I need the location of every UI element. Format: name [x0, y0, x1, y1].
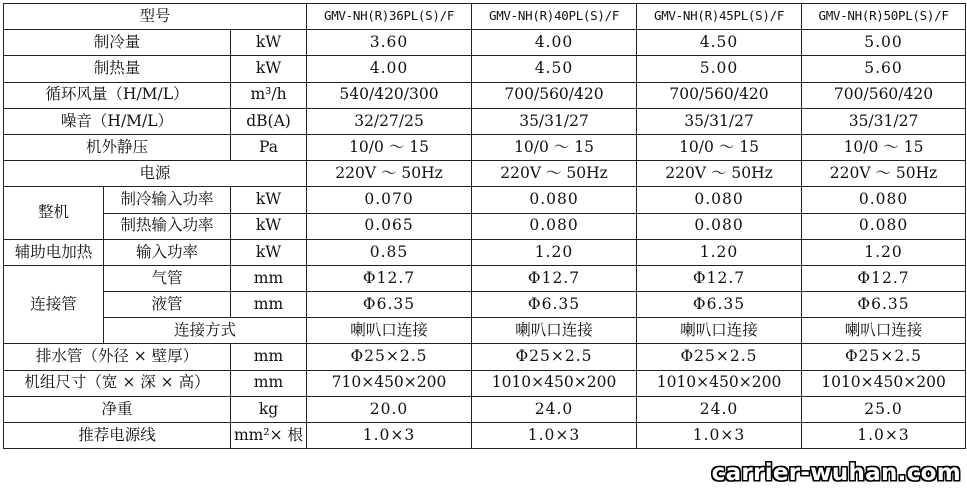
value-cell: Φ25×2.5	[307, 344, 472, 370]
value-cell: 4.00	[307, 56, 472, 82]
value-cell: 540/420/300	[307, 82, 472, 108]
unit-cell: kW	[231, 187, 307, 213]
unit-cell: dB(A)	[231, 108, 307, 134]
value-cell: 35/31/27	[802, 108, 966, 134]
row-label: 循环风量（H/M/L）	[4, 82, 231, 108]
value-cell: 1.20	[472, 239, 637, 265]
value-cell: 4.50	[472, 56, 637, 82]
row-label: 制热量	[4, 56, 231, 82]
table-row	[4, 161, 966, 187]
value-cell: 喇叭口连接	[637, 318, 802, 344]
header-model-cell: GMV-NH(R)45PL(S)/F	[637, 4, 802, 30]
row-label: 机组尺寸（宽 × 深 × 高）	[4, 370, 231, 396]
value-cell: 5.60	[802, 56, 966, 82]
unit-cell: mm	[231, 370, 307, 396]
value-cell: 喇叭口连接	[472, 318, 637, 344]
row-label: 液管	[104, 292, 231, 318]
value-cell: 0.85	[307, 239, 472, 265]
row-label: 连接方式	[104, 318, 307, 344]
value-cell: 0.070	[307, 187, 472, 213]
value-cell: 1.0×3	[802, 423, 966, 449]
value-cell: Φ25×2.5	[472, 344, 637, 370]
value-cell: 20.0	[307, 396, 472, 422]
value-cell: 710×450×200	[307, 370, 472, 396]
unit-cell: Pa	[231, 134, 307, 160]
table-row	[4, 396, 966, 422]
value-cell: 0.080	[472, 213, 637, 239]
value-cell: 3.60	[307, 30, 472, 56]
value-cell: 10/0 ～ 15	[472, 134, 637, 160]
unit-cell: mm²× 根	[231, 423, 307, 449]
value-cell: 220V ～ 50Hz	[307, 161, 472, 187]
unit-cell: kW	[231, 213, 307, 239]
row-label: 制冷输入功率	[104, 187, 231, 213]
row-label: 气管	[104, 265, 231, 291]
table-row	[4, 265, 966, 291]
table-row	[4, 292, 966, 318]
value-cell: 10/0 ～ 15	[307, 134, 472, 160]
value-cell: 35/31/27	[637, 108, 802, 134]
row-label: 制冷量	[4, 30, 231, 56]
value-cell: 0.065	[307, 213, 472, 239]
value-cell: 700/560/420	[472, 82, 637, 108]
value-cell: 10/0 ～ 15	[802, 134, 966, 160]
value-cell: 1010×450×200	[472, 370, 637, 396]
value-cell: Φ6.35	[307, 292, 472, 318]
value-cell: 220V ～ 50Hz	[637, 161, 802, 187]
value-cell: Φ6.35	[472, 292, 637, 318]
header-model-cell: GMV-NH(R)36PL(S)/F	[307, 4, 472, 30]
unit-cell: kW	[231, 239, 307, 265]
value-cell: 1.20	[802, 239, 966, 265]
value-cell: Φ6.35	[802, 292, 966, 318]
spec-table	[3, 3, 966, 449]
value-cell: Φ12.7	[637, 265, 802, 291]
value-cell: 5.00	[637, 56, 802, 82]
unit-cell: m³/h	[231, 82, 307, 108]
value-cell: 1.0×3	[472, 423, 637, 449]
table-row	[4, 4, 966, 30]
table-row	[4, 134, 966, 160]
row-label: 排水管（外径 × 壁厚）	[4, 344, 231, 370]
value-cell: 0.080	[472, 187, 637, 213]
unit-cell: mm	[231, 344, 307, 370]
value-cell: 喇叭口连接	[802, 318, 966, 344]
group-label: 整机	[4, 187, 104, 239]
value-cell: 25.0	[802, 396, 966, 422]
unit-cell: mm	[231, 292, 307, 318]
value-cell: 700/560/420	[802, 82, 966, 108]
watermark-text: carrier-wuhan.com	[711, 460, 961, 486]
unit-cell: mm	[231, 265, 307, 291]
table-row	[4, 187, 966, 213]
value-cell: 喇叭口连接	[307, 318, 472, 344]
table-row	[4, 344, 966, 370]
header-model-cell: GMV-NH(R)50PL(S)/F	[802, 4, 966, 30]
value-cell: 220V ～ 50Hz	[472, 161, 637, 187]
group-label: 连接管	[4, 265, 104, 344]
header-model-label: 型号	[4, 4, 307, 30]
table-row	[4, 318, 966, 344]
value-cell: Φ12.7	[472, 265, 637, 291]
table-row	[4, 108, 966, 134]
value-cell: Φ25×2.5	[637, 344, 802, 370]
row-label: 推荐电源线	[4, 423, 231, 449]
value-cell: 0.080	[637, 213, 802, 239]
value-cell: 0.080	[802, 187, 966, 213]
value-cell: 24.0	[472, 396, 637, 422]
row-label: 输入功率	[104, 239, 231, 265]
row-label: 净重	[4, 396, 231, 422]
value-cell: Φ25×2.5	[802, 344, 966, 370]
table-row	[4, 213, 966, 239]
value-cell: 1.0×3	[307, 423, 472, 449]
table-row	[4, 82, 966, 108]
row-label: 机外静压	[4, 134, 231, 160]
row-label: 制热输入功率	[104, 213, 231, 239]
value-cell: 0.080	[802, 213, 966, 239]
value-cell: Φ6.35	[637, 292, 802, 318]
value-cell: 1.20	[637, 239, 802, 265]
value-cell: Φ12.7	[307, 265, 472, 291]
value-cell: 10/0 ～ 15	[637, 134, 802, 160]
group-label: 辅助电加热	[4, 239, 104, 265]
row-label: 电源	[4, 161, 307, 187]
value-cell: 35/31/27	[472, 108, 637, 134]
table-row	[4, 423, 966, 449]
value-cell: 1010×450×200	[802, 370, 966, 396]
value-cell: 24.0	[637, 396, 802, 422]
value-cell: 4.00	[472, 30, 637, 56]
unit-cell: kW	[231, 56, 307, 82]
unit-cell: kg	[231, 396, 307, 422]
table-row	[4, 370, 966, 396]
table-row	[4, 56, 966, 82]
value-cell: 700/560/420	[637, 82, 802, 108]
header-model-cell: GMV-NH(R)40PL(S)/F	[472, 4, 637, 30]
value-cell: 5.00	[802, 30, 966, 56]
table-row	[4, 30, 966, 56]
table-row	[4, 239, 966, 265]
value-cell: 32/27/25	[307, 108, 472, 134]
value-cell: 1010×450×200	[637, 370, 802, 396]
value-cell: Φ12.7	[802, 265, 966, 291]
value-cell: 4.50	[637, 30, 802, 56]
unit-cell: kW	[231, 30, 307, 56]
value-cell: 0.080	[637, 187, 802, 213]
value-cell: 220V ～ 50Hz	[802, 161, 966, 187]
row-label: 噪音（H/M/L）	[4, 108, 231, 134]
value-cell: 1.0×3	[637, 423, 802, 449]
